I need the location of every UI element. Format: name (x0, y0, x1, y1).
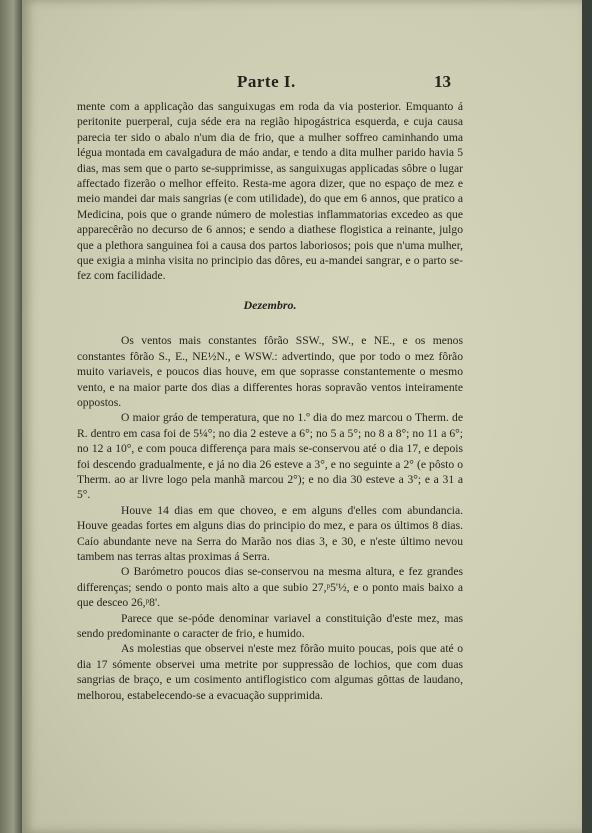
paragraph-temperature: O maior gráo de temperatura, que no 1.º dia do mez marcou o Therm. de R. dentro em casa foi de 5¼°; no dia 2 esteve a 6°; no 5 a 5°; no 8 a 8°; no 11 a 6°; no 12 a 10°, e com pouca differença para mais se-conservou até o dia 17, e depois foi descendo gradualmente, e já no dia 26 esteve a 3°, e no seguinte a 2° (e pôsto o Therm. ao ar livre logo pela manhã marcou 2°); e no dia 30 esteve a 3°; e a 31 a 5°. (77, 411, 463, 502)
facing-page-edge (0, 0, 22, 833)
book-page (22, 0, 582, 833)
paragraph-rain: Houve 14 dias em que choveo, e em alguns d'elles com abundancia. Houve geadas fortes em alguns dias do principio do mez, e para os últimos 8 dias. Caío abundante neve na Serra do Marão nos dias 3, e 30, e n'este último nevou tambem nas terras altas proximas á Serra. (77, 503, 463, 563)
paragraph-diseases: As molestias que observei n'este mez fôrão muito poucas, pois que até o dia 17 sómente observei uma metrite por suppressão de lochios, que com duas sangrias de braço, e um cosimento antiflogistico com algumas gôttas de laudano, melhorou, estabelecendo-se a evacuação supprimida. (77, 642, 463, 702)
page-number: 13 (434, 72, 451, 91)
page-header (22, 72, 582, 96)
page-body (77, 99, 463, 703)
running-head: Parte I. (237, 72, 296, 91)
paragraph-constitution: Parece que se-póde denominar variavel a constituição d'este mez, mas sendo predominante o caracter de frio, e humido. (77, 611, 463, 640)
paragraph-barometer: O Barómetro poucos dias se-conservou na mesma altura, e fez grandes differenças; sendo o ponto mais alto a que subio 27,ᵖ5'½, e o ponto mais baixo a que desceo 26,ᵖ8'. (77, 565, 463, 610)
section-heading-dezembro: Dezembro. (243, 297, 297, 312)
paragraph-continuation: mente com a applicação das sanguixugas em roda da via posterior. Emquanto á peritonite puerperal, cuja séde era na região hipogástrica esquerda, e cuja causa parecia ter sido o abalo n'um dia de frio, que a mulher soffreo caminhando uma légua montada em cavalgadura de máo andar, e tendo a dita mulher parido havia 5 dias, mas sem que o parto se-supprimisse, as sanguixugas applicadas sôbre o lugar affectado fizerão o melhor effeito. Resta-me agora dizer, que no espaço de mez e meio mandei dar mais sangrias (e com utilidade), do que em 6 annos, que pratico a Medicina, pois que o grande número de molestias inflammatorias excedeo as que apparecêrão no decurso de 6 annos; e sendo a diathese flogistica a reinante, julgo que a plethora sanguinea foi a causa dos partos laboriosos; pois que n'uma mulher, que exigia a minha visita no principio das dôres, eu a-mandei sangrar, e o parto se-fez com facilidade. (77, 100, 463, 283)
paragraph-winds: Os ventos mais constantes fôrão SSW., SW., e NE., e os menos constantes fôrão S., E., NE½N., e WSW.: advertindo, que por todo o mez fôrão muito variaveis, e poucos dias houve, em que soprasse constantemente o mesmo vento, e na maior parte dos dias a differentes horas sopravão ventos inteiramente oppostos. (77, 334, 463, 409)
